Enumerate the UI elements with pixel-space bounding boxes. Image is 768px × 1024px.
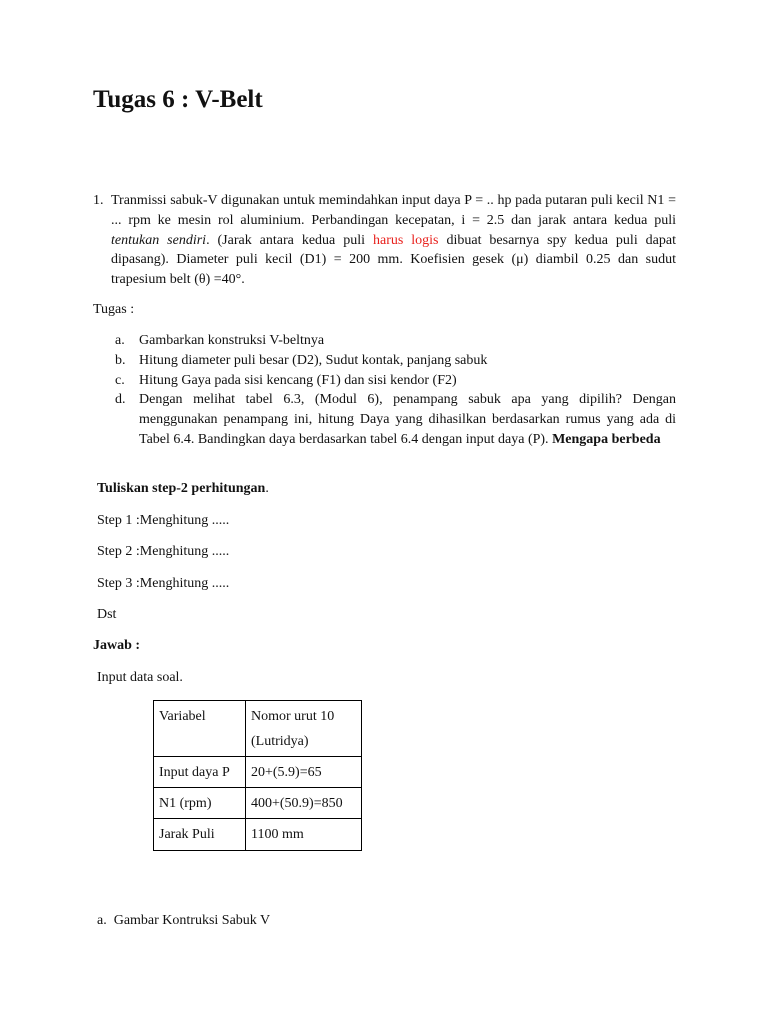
table-cell: N1 (rpm) — [154, 788, 246, 819]
list-item-marker: b. — [115, 352, 126, 368]
step-heading-text: Tuliskan step-2 perhitungan — [97, 481, 266, 496]
question-text-part3: dibuat besarnya spy kedua puli dapat dipasang). Diameter puli kecil (D1) = 200 mm. Koefisien gesek (μ) diambil 0.25 dan sudut trapesium belt (θ) =40°. — [111, 232, 676, 288]
question-text — [111, 191, 676, 290]
dst-text: Dst — [97, 607, 117, 622]
page-title: Tugas 6 : V-Belt — [93, 86, 263, 113]
question-text-part2: . (Jarak antara kedua puli — [206, 232, 373, 248]
list-item-text: Hitung diameter puli besar (D2), Sudut kontak, panjang sabuk — [139, 352, 488, 368]
table-header-sub: (Lutridya) — [251, 734, 309, 749]
list-item-text: Gambarkan konstruksi V-beltnya — [139, 333, 325, 348]
jawab-heading: Jawab : — [93, 638, 141, 653]
table-cell: Input daya P — [154, 757, 246, 788]
table-row — [154, 788, 362, 819]
step-line-2: Step 2 :Menghitung ..... — [97, 544, 230, 559]
table-header-cell — [246, 701, 362, 757]
table-cell: 20+(5.9)=65 — [246, 757, 362, 788]
table-cell: 400+(50.9)=850 — [246, 788, 362, 819]
list-item — [115, 351, 676, 371]
table-row — [154, 701, 362, 757]
question-number: 1. — [93, 193, 104, 208]
question-highlight-text: harus logis — [372, 232, 439, 248]
table-cell: Jarak Puli — [154, 819, 246, 851]
question-1 — [93, 191, 676, 290]
question-italic-text: tentukan sendiri — [111, 232, 207, 248]
step-line-1: Step 1 :Menghitung ..... — [97, 513, 230, 528]
step-line-3: Step 3 :Menghitung ..... — [97, 576, 230, 591]
list-item — [115, 331, 676, 351]
tugas-label: Tugas : — [93, 302, 135, 317]
table-row — [154, 757, 362, 788]
list-item — [115, 371, 676, 391]
section-a — [97, 913, 270, 929]
step-heading — [97, 481, 269, 497]
list-item-marker: d. — [115, 392, 126, 408]
input-data-label: Input data soal. — [97, 670, 183, 685]
step-heading-period: . — [265, 481, 269, 496]
task-list — [115, 331, 676, 450]
list-item-marker: a. — [115, 333, 125, 348]
table-row — [154, 819, 362, 851]
table-header-cell: Variabel — [154, 701, 246, 757]
input-data-table — [153, 700, 362, 851]
section-a-text: Gambar Kontruksi Sabuk V — [113, 913, 271, 928]
list-item — [115, 390, 676, 449]
question-text-part1: Tranmissi sabuk-V digunakan untuk memindahkan input daya P = .. hp pada putaran puli kecil N1 = ... rpm ke mesin rol aluminium. Perbandingan kecepatan, i = 2.5 dan jarak antara kedua puli — [111, 193, 676, 228]
list-item-text: Dengan melihat tabel 6.3, (Modul 6), penampang sabuk apa yang dipilih? Dengan menggunakan penampang ini, hitung Daya yang dihasilkan berdasarkan rumus yang ada di Tabel 6.4. Bandingkan daya berdasarkan tabel 6.4 dengan input daya (P). — [139, 392, 676, 447]
section-a-marker: a. — [97, 913, 107, 928]
table-header-text: Nomor urut 10 — [251, 709, 335, 724]
table-cell: 1100 mm — [246, 819, 362, 851]
list-item-bold-text: Mengapa berbeda — [552, 431, 661, 447]
list-item-marker: c. — [115, 372, 125, 388]
list-item-text: Hitung Gaya pada sisi kencang (F1) dan sisi kendor (F2) — [139, 372, 457, 388]
